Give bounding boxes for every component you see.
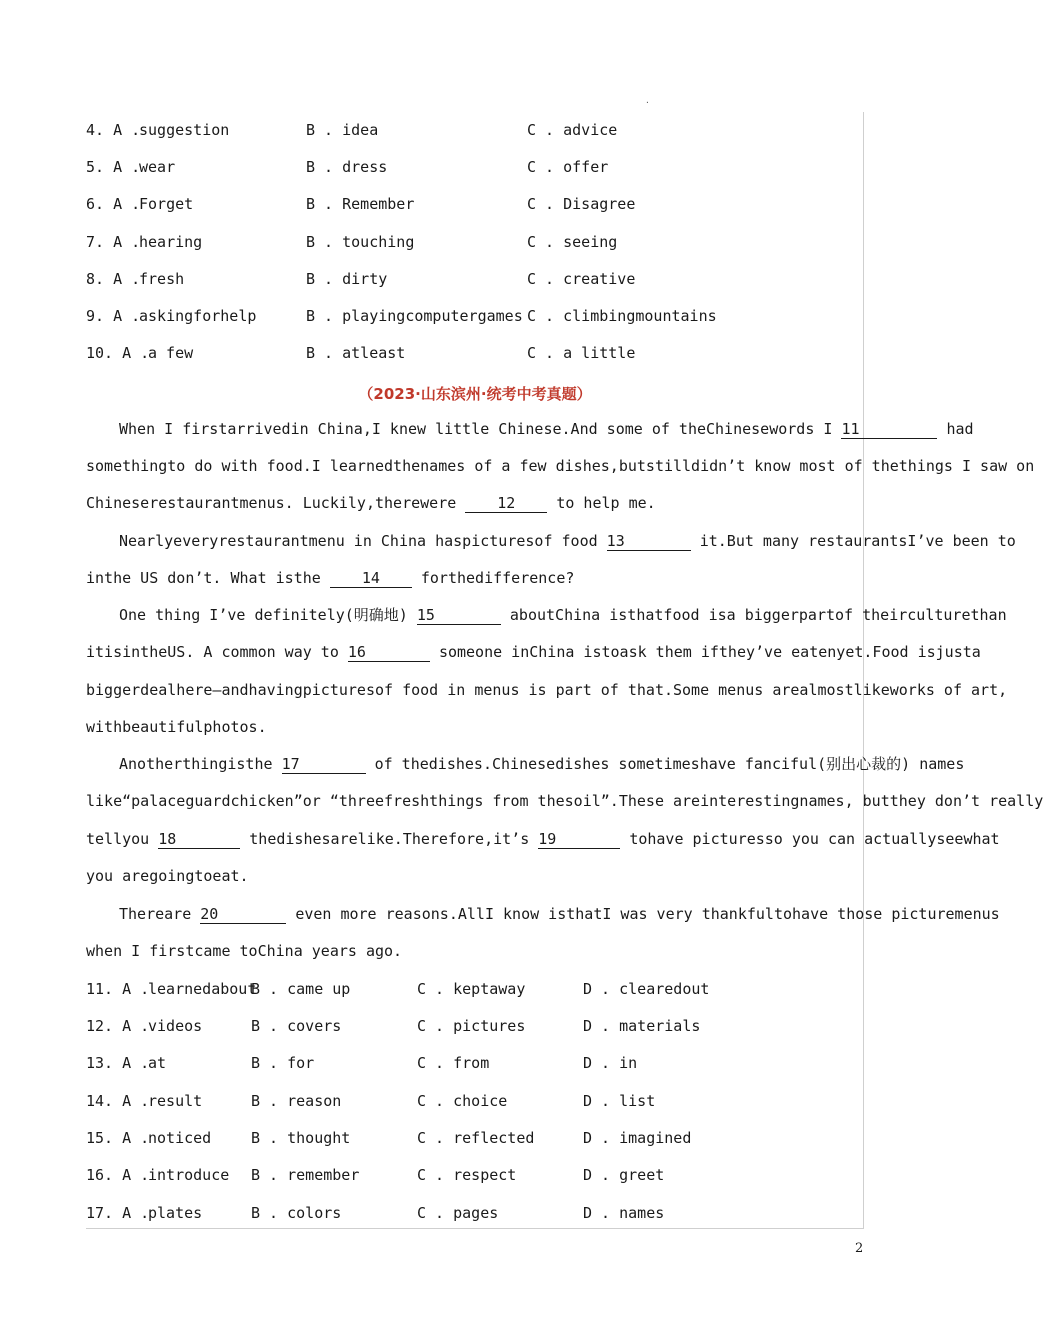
blank-18: 18 [158,830,240,849]
passage-line [119,753,965,775]
blank-19: 19 [538,830,620,849]
blank-15: 15 [417,606,501,625]
passage-text: Anotherthingisthe [119,755,273,773]
option-number: 5. A . [86,158,141,176]
option-number: 7. A . [86,233,141,251]
passage-text: When I firstarrivedin China,I knew little Chinese.And some of theChinesewords I [119,420,833,438]
passage-text: biggerdealhere—andhavingpicturesof food in menus is part of that.Some menus arealmostlikeworks of art, [86,681,1008,699]
blank-14: 14 [330,569,412,588]
passage-text: Nearlyeveryrestaurantmenu in China haspicturesof food [119,532,598,550]
option-c: C . from [417,1054,490,1072]
option-number: 14. A . [86,1092,150,1110]
passage-text: tellyou [86,830,150,848]
passage-text: thedishesarelike.Therefore,it’s [249,830,530,848]
option-d: D . in [583,1054,638,1072]
option-a: videos [148,1017,203,1035]
option-number: 9. A . [86,307,141,325]
option-c: C . pages [417,1204,499,1222]
option-a: plates [148,1204,203,1222]
passage-line [119,530,1016,552]
option-b: B . playingcomputergames [306,307,523,325]
option-a: hearing [139,233,203,251]
passage-line [86,716,871,738]
option-b: B . for [251,1054,315,1072]
option-a: result [148,1092,203,1110]
option-c: C . offer [527,158,609,176]
option-number: 16. A . [86,1166,150,1184]
passage-line [119,418,974,440]
option-number: 13. A . [86,1054,150,1072]
passage-text: it.But many restaurantsI’ve been to [699,532,1016,550]
blank-13: 13 [607,532,691,551]
passage-text: forthedifference? [420,569,575,587]
passage-text: Chineserestaurantmenus. Luckily,therewere [86,494,457,512]
passage-text: withbeautifulphotos. [86,718,267,736]
passage-text: of thedishes.Chinesedishes sometimeshave fanciful(别出心裁的) names [374,755,965,773]
blank-20: 20 [200,905,286,924]
passage-line [86,940,871,962]
option-b: B . colors [251,1204,342,1222]
option-b: B . reason [251,1092,342,1110]
option-number: 17. A . [86,1204,150,1222]
option-b: B . Remember [306,195,415,213]
passage-line [86,865,871,887]
option-b: B . came up [251,980,351,998]
passage-text: someone inChina istoask them ifthey’ve eatenyet.Food isjusta [438,643,981,661]
passage-text: you aregoingtoeat. [86,867,249,885]
passage-text: aboutChina isthatfood isa biggerpartof theirculturethan [509,606,1007,624]
option-d: D . greet [583,1166,665,1184]
option-number: 11. A . [86,980,150,998]
blank-12: 12 [465,494,547,513]
option-number: 10. A . [86,344,150,362]
option-d: D . names [583,1204,665,1222]
passage-text: when I firstcame toChina years ago. [86,942,403,960]
option-d: D . clearedout [583,980,710,998]
option-c: C . creative [527,270,636,288]
option-number: 8. A . [86,270,141,288]
option-a: askingforhelp [139,307,257,325]
option-a: wear [139,158,176,176]
option-c: C . choice [417,1092,508,1110]
passage-text: itisintheUS. A common way to [86,643,339,661]
option-a: at [148,1054,167,1072]
option-a: introduce [148,1166,230,1184]
passage-text: One thing I’ve definitely(明确地) [119,606,408,624]
option-c: C . climbingmountains [527,307,717,325]
option-d: D . imagined [583,1129,692,1147]
passage-line [86,641,981,663]
option-c: C . pictures [417,1017,526,1035]
option-a: a few [148,344,194,362]
option-c: C . seeing [527,233,618,251]
option-b: B . idea [306,121,379,139]
option-b: B . dirty [306,270,388,288]
blank-16: 16 [348,643,430,662]
option-b: B . covers [251,1017,342,1035]
passage-line [86,492,871,514]
passage-line [86,828,1000,850]
source-citation: （2023·山东滨州·统考中考真题） [358,385,592,403]
blank-11: 11 [841,420,937,439]
passage-line [86,567,871,589]
option-a: Forget [139,195,194,213]
option-number: 4. A . [86,121,141,139]
passage-line [86,679,1008,701]
passage-line [119,903,1000,925]
option-number: 15. A . [86,1129,150,1147]
option-number: 6. A . [86,195,141,213]
option-a: noticed [148,1129,212,1147]
passage-text: had [946,420,974,438]
passage-text: tohave picturesso you can actuallyseewhat [629,830,1000,848]
option-c: C . a little [527,344,636,362]
blank-17: 17 [282,755,366,774]
option-c: C . reflected [417,1129,535,1147]
passage-line [119,604,1007,626]
option-b: B . remember [251,1166,360,1184]
passage-line [86,790,1043,812]
option-a: fresh [139,270,185,288]
option-c: C . respect [417,1166,517,1184]
option-b: B . dress [306,158,388,176]
option-number: 12. A . [86,1017,150,1035]
passage-text: somethingto do with food.I learnedthenames of a few dishes,butstilldidn’t know most of thethings I saw on [86,457,1035,475]
passage-text: like“palaceguardchicken”or “threefreshthings from thesoil”.These areinterestingnames, butthey don’t really [86,792,1043,810]
option-b: B . touching [306,233,415,251]
option-d: D . list [583,1092,656,1110]
passage-line [86,455,1035,477]
option-c: C . Disagree [527,195,636,213]
passage-text: Thereare [119,905,192,923]
option-c: C . advice [527,121,618,139]
option-d: D . materials [583,1017,701,1035]
option-a: suggestion [139,121,230,139]
option-b: B . atleast [306,344,406,362]
page-number: 2 [855,1241,864,1256]
option-a: learnedabout [148,980,257,998]
passage-text: to help me. [556,494,656,512]
option-c: C . keptaway [417,980,526,998]
option-b: B . thought [251,1129,351,1147]
passage-text: inthe US don’t. What isthe [86,569,321,587]
header-mark: . [645,96,650,105]
passage-text: even more reasons.AllI know isthatI was very thankfultohave those picturemenus [295,905,1000,923]
